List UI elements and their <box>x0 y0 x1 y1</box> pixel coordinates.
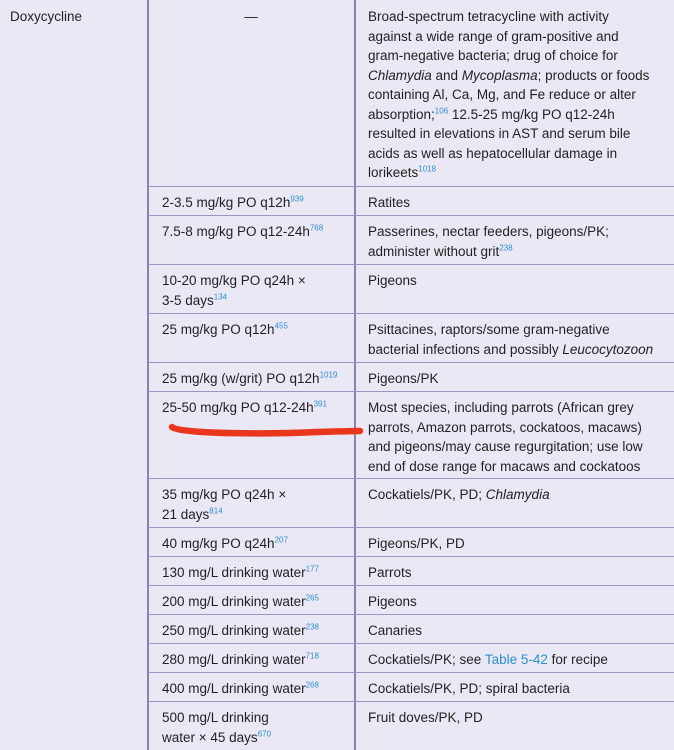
italic-term: Leucocytozoon <box>562 341 654 357</box>
reference-superscript[interactable]: 718 <box>305 651 319 661</box>
note-line: Parrots <box>368 565 412 580</box>
dose-line: 21 days$^{814}$ <box>162 506 223 522</box>
dose-line: 200 mg/L drinking water$^{265}$ <box>162 593 319 609</box>
italic-term: Mycoplasma <box>461 67 538 83</box>
reference-superscript[interactable]: 268 <box>305 680 319 690</box>
drug-name: Doxycycline <box>10 9 83 24</box>
note-line: Pigeons/PK, PD <box>368 536 465 551</box>
dose-line: 250 mg/L drinking water$^{238}$ <box>162 622 319 638</box>
note-line: administer without grit$^{238}$ <box>368 243 513 259</box>
note-line: Cockatiels/PK; see Table 5-42 for recipe <box>368 652 608 667</box>
note-line: absorption;$^{106}$ 12.5-25 mg/kg PO q12-24h <box>368 106 615 122</box>
empty-dose-dash: — <box>244 9 258 24</box>
dose-line: 400 mg/L drinking water$^{268}$ <box>162 680 319 696</box>
dose-line: 280 mg/L drinking water$^{718}$ <box>162 651 319 667</box>
note-line: Pigeons <box>368 594 417 609</box>
italic-term: Chlamydia <box>485 487 550 502</box>
reference-superscript[interactable]: 455 <box>274 321 288 331</box>
note-line: Ratites <box>368 195 411 210</box>
note-line: Cockatiels/PK, PD; spiral bacteria <box>368 681 570 696</box>
note-line: Chlamydia and Mycoplasma; products or foods <box>368 67 650 83</box>
dose-line: 500 mg/L drinking <box>162 710 269 725</box>
reference-superscript[interactable]: 238 <box>499 243 513 252</box>
note-line: end of dose range for macaws and cockatoos <box>368 458 641 474</box>
note-line: Broad-spectrum tetracycline with activity <box>368 9 609 24</box>
dose-line: 35 mg/kg PO q24h × <box>162 487 287 502</box>
reference-superscript[interactable]: 177 <box>305 564 319 574</box>
reference-superscript[interactable]: 106 <box>434 106 449 115</box>
dose-line: 25 mg/kg PO q12h$^{455}$ <box>162 321 288 337</box>
reference-superscript[interactable]: 768 <box>309 223 324 233</box>
note-line: against a wide range of gram-positive and <box>368 28 619 44</box>
reference-superscript[interactable]: 134 <box>213 292 228 301</box>
note-line: Pigeons <box>368 273 417 288</box>
note-line: Canaries <box>368 623 423 638</box>
note-line: and pigeons/may cause regurgitation; use low <box>368 439 643 454</box>
reference-superscript[interactable]: 265 <box>305 593 319 603</box>
dose-line: 10-20 mg/kg PO q24h × <box>162 273 306 288</box>
note-line: resulted in elevations in AST and serum bile <box>368 126 631 141</box>
dose-line: 7.5-8 mg/kg PO q12-24h$^{768}$ <box>162 223 324 239</box>
note-line: Psittacines, raptors/some gram-negative <box>368 322 610 337</box>
dose-line: water × 45 days$^{670}$ <box>162 729 272 745</box>
reference-superscript[interactable]: 814 <box>209 506 223 515</box>
table-reference-link[interactable]: Table 5-42 <box>484 652 548 667</box>
note-line: acids as well as hepatocellular damage in <box>368 145 618 161</box>
reference-superscript[interactable]: 391 <box>313 399 327 409</box>
dose-line: 2-3.5 mg/kg PO q12h$^{939}$ <box>162 194 304 210</box>
note-line: Cockatiels/PK, PD; Chlamydia <box>368 487 550 502</box>
note-line: containing Al, Ca, Mg, and Fe reduce or alter <box>368 87 636 102</box>
note-line: Fruit doves/PK, PD <box>368 710 483 725</box>
dose-line: 3-5 days$^{134}$ <box>162 292 228 308</box>
dose-line: 40 mg/kg PO q24h$^{207}$ <box>162 535 288 551</box>
note-line: Pigeons/PK <box>368 371 439 386</box>
note-line: Passerines, nectar feeders, pigeons/PK; <box>368 224 609 239</box>
italic-term: Chlamydia <box>368 67 432 83</box>
reference-superscript[interactable]: 1019 <box>319 370 338 380</box>
note-line: gram-negative bacteria; drug of choice for <box>368 48 618 63</box>
dose-line: 25-50 mg/kg PO q12-24h$^{391}$ <box>162 399 327 415</box>
note-line: parrots, Amazon parrots, cockatoos, macaws) <box>368 419 642 435</box>
note-line: bacterial infections and possibly Leucocytozoon <box>368 341 654 357</box>
reference-superscript[interactable]: 1018 <box>418 164 437 174</box>
dose-line: 25 mg/kg (w/grit) PO q12h$^{1019}$ <box>162 370 338 386</box>
note-line: lorikeets$^{1018}$ <box>368 164 437 180</box>
reference-superscript[interactable]: 939 <box>290 194 304 204</box>
reference-superscript[interactable]: 238 <box>305 622 319 632</box>
dose-line: 130 mg/L drinking water$^{177}$ <box>162 564 319 580</box>
note-line: Most species, including parrots (African grey <box>368 400 634 415</box>
reference-superscript[interactable]: 207 <box>274 535 288 545</box>
reference-superscript[interactable]: 670 <box>257 729 272 738</box>
